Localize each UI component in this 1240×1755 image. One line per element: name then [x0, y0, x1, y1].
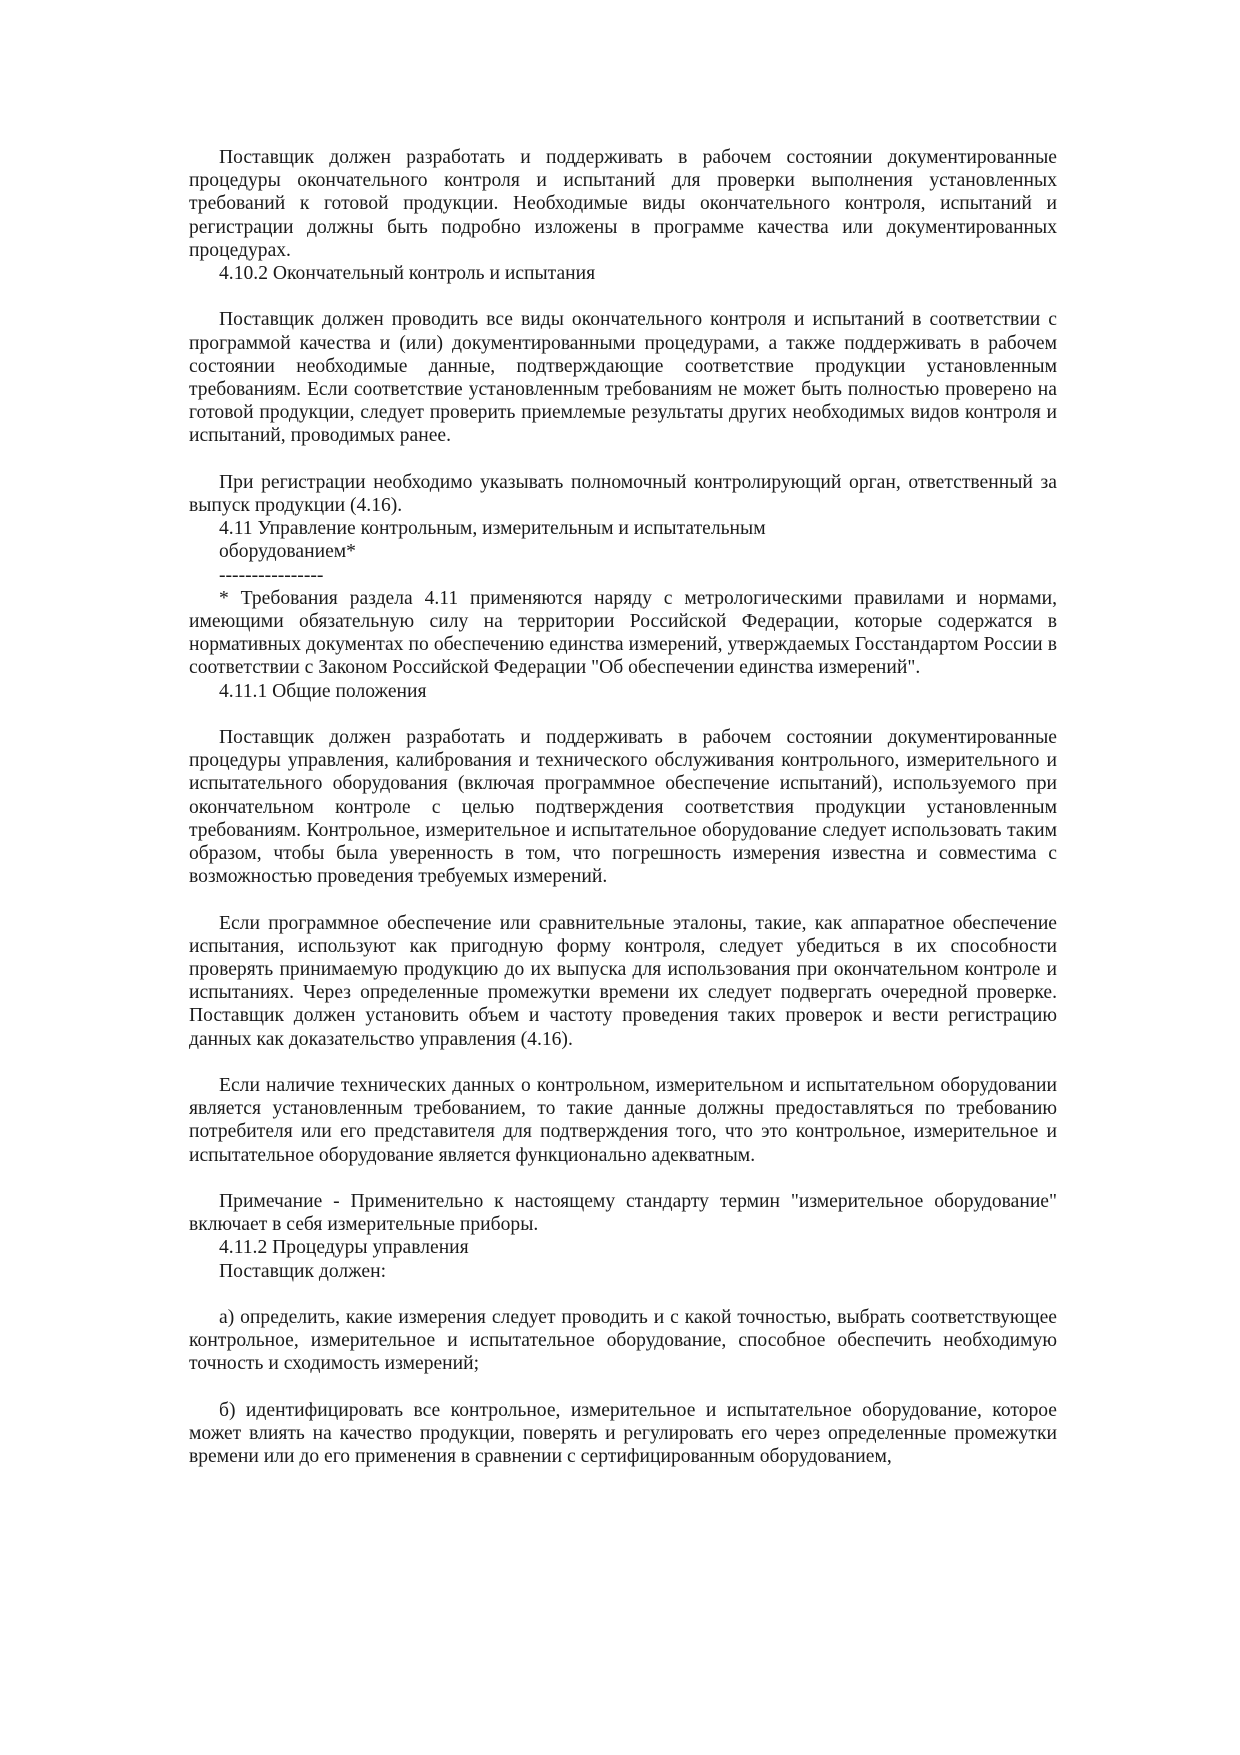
section-heading-4-11-2: 4.11.2 Процедуры управления: [219, 1237, 469, 1259]
paragraph-registration: При регистрации необходимо указывать полномочный контролирующий орган, ответственный за выпуск продукции (4.16).: [189, 471, 1057, 517]
section-heading-4-10-2: 4.10.2 Окончательный контроль и испытания: [219, 263, 596, 285]
paragraph-software-standards: Если программное обеспечение или сравнительные эталоны, такие, как аппаратное обеспечение испытания, используют как пригодную форму контроля, следует убедиться в их способности проверять принимаемую продукцию до их выпуска для использования при окончательном контроле и испытаниях. Через определенные промежутки времени их следует подвергать очередной проверке. Поставщик должен установить объем и частоту проведения таких проверок и вести регистрацию данных как доказательство управления (4.16).: [189, 912, 1057, 1050]
section-heading-4-11-1: 4.11.1 Общие положения: [219, 680, 427, 702]
list-item-a: а) определить, какие измерения следует проводить и с какой точностью, выбрать соответствующее контрольное, измерительное и испытательное оборудование, способное обеспечить необходимую точность и сходимость измерений;: [189, 1307, 1057, 1375]
paragraph-supplier-must: Поставщик должен:: [219, 1260, 387, 1282]
footnote-separator: ----------------: [219, 564, 324, 586]
document-page: [189, 146, 1057, 1468]
footnote-text: * Требования раздела 4.11 применяются наряду с метрологическими правилами и нормами, имеющими обязательную силу на территории Российской Федерации, которые содержатся в нормативных документах по обеспечению единства измерений, утверждаемых Госстандартом России в соответствии с Законом Российской Федерации "Об обеспечении единства измерений".: [189, 587, 1057, 679]
paragraph-note: Примечание - Применительно к настоящему стандарту термин "измерительное оборудование" включает в себя измерительные приборы.: [189, 1191, 1057, 1236]
list-item-b: б) идентифицировать все контрольное, измерительное и испытательное оборудование, которое может влиять на качество продукции, поверять и регулировать его через определенные промежутки времени или до его применения в сравнении с сертифицированным оборудованием,: [189, 1399, 1057, 1468]
section-heading-4-11-continued: оборудованием*: [219, 541, 356, 563]
paragraph-control-procedures: Поставщик должен разработать и поддерживать в рабочем состоянии документированные процедуры управления, калибрования и технического обслуживания контрольного, измерительного и испытательного оборудования (включая программное обеспечение испытаний), используемого при окончательном контроле с целью подтверждения соответствия продукции установленным требованиям. Контрольное, измерительное и испытательное оборудование следует использовать таким образом, чтобы была уверенность в том, что погрешность измерения известна и совместима с возможностью проведения требуемых измерений.: [189, 727, 1057, 888]
paragraph-technical-data: Если наличие технических данных о контрольном, измерительном и испытательном оборудовании является установленным требованием, то такие данные должны предоставляться по требованию потребителя или его представителя для подтверждения того, что это контрольное, измерительное и испытательное оборудование является функционально адекватным.: [189, 1075, 1057, 1166]
paragraph-final-inspection-procedures: Поставщик должен разработать и поддерживать в рабочем состоянии документированные процедуры окончательного контроля и испытаний для проверки выполнения установленных требований к готовой продукции. Необходимые виды окончательного контроля, испытаний и регистрации должны быть подробно изложены в программе качества или документированных процедурах.: [189, 147, 1057, 261]
section-heading-4-11: 4.11 Управление контрольным, измерительным и испытательным: [219, 518, 766, 540]
paragraph-final-inspection-requirements: Поставщик должен проводить все виды окончательного контроля и испытаний в соответствии с программой качества и (или) документированными процедурами, а также поддерживать в рабочем состоянии необходимые данные, подтверждающие соответствие продукции установленным требованиям. Если соответствие установленным требованиям не может быть полностью проверено на готовой продукции, следует проверить приемлемые результаты других необходимых видов контроля и испытаний, проводимых ранее.: [189, 309, 1057, 447]
